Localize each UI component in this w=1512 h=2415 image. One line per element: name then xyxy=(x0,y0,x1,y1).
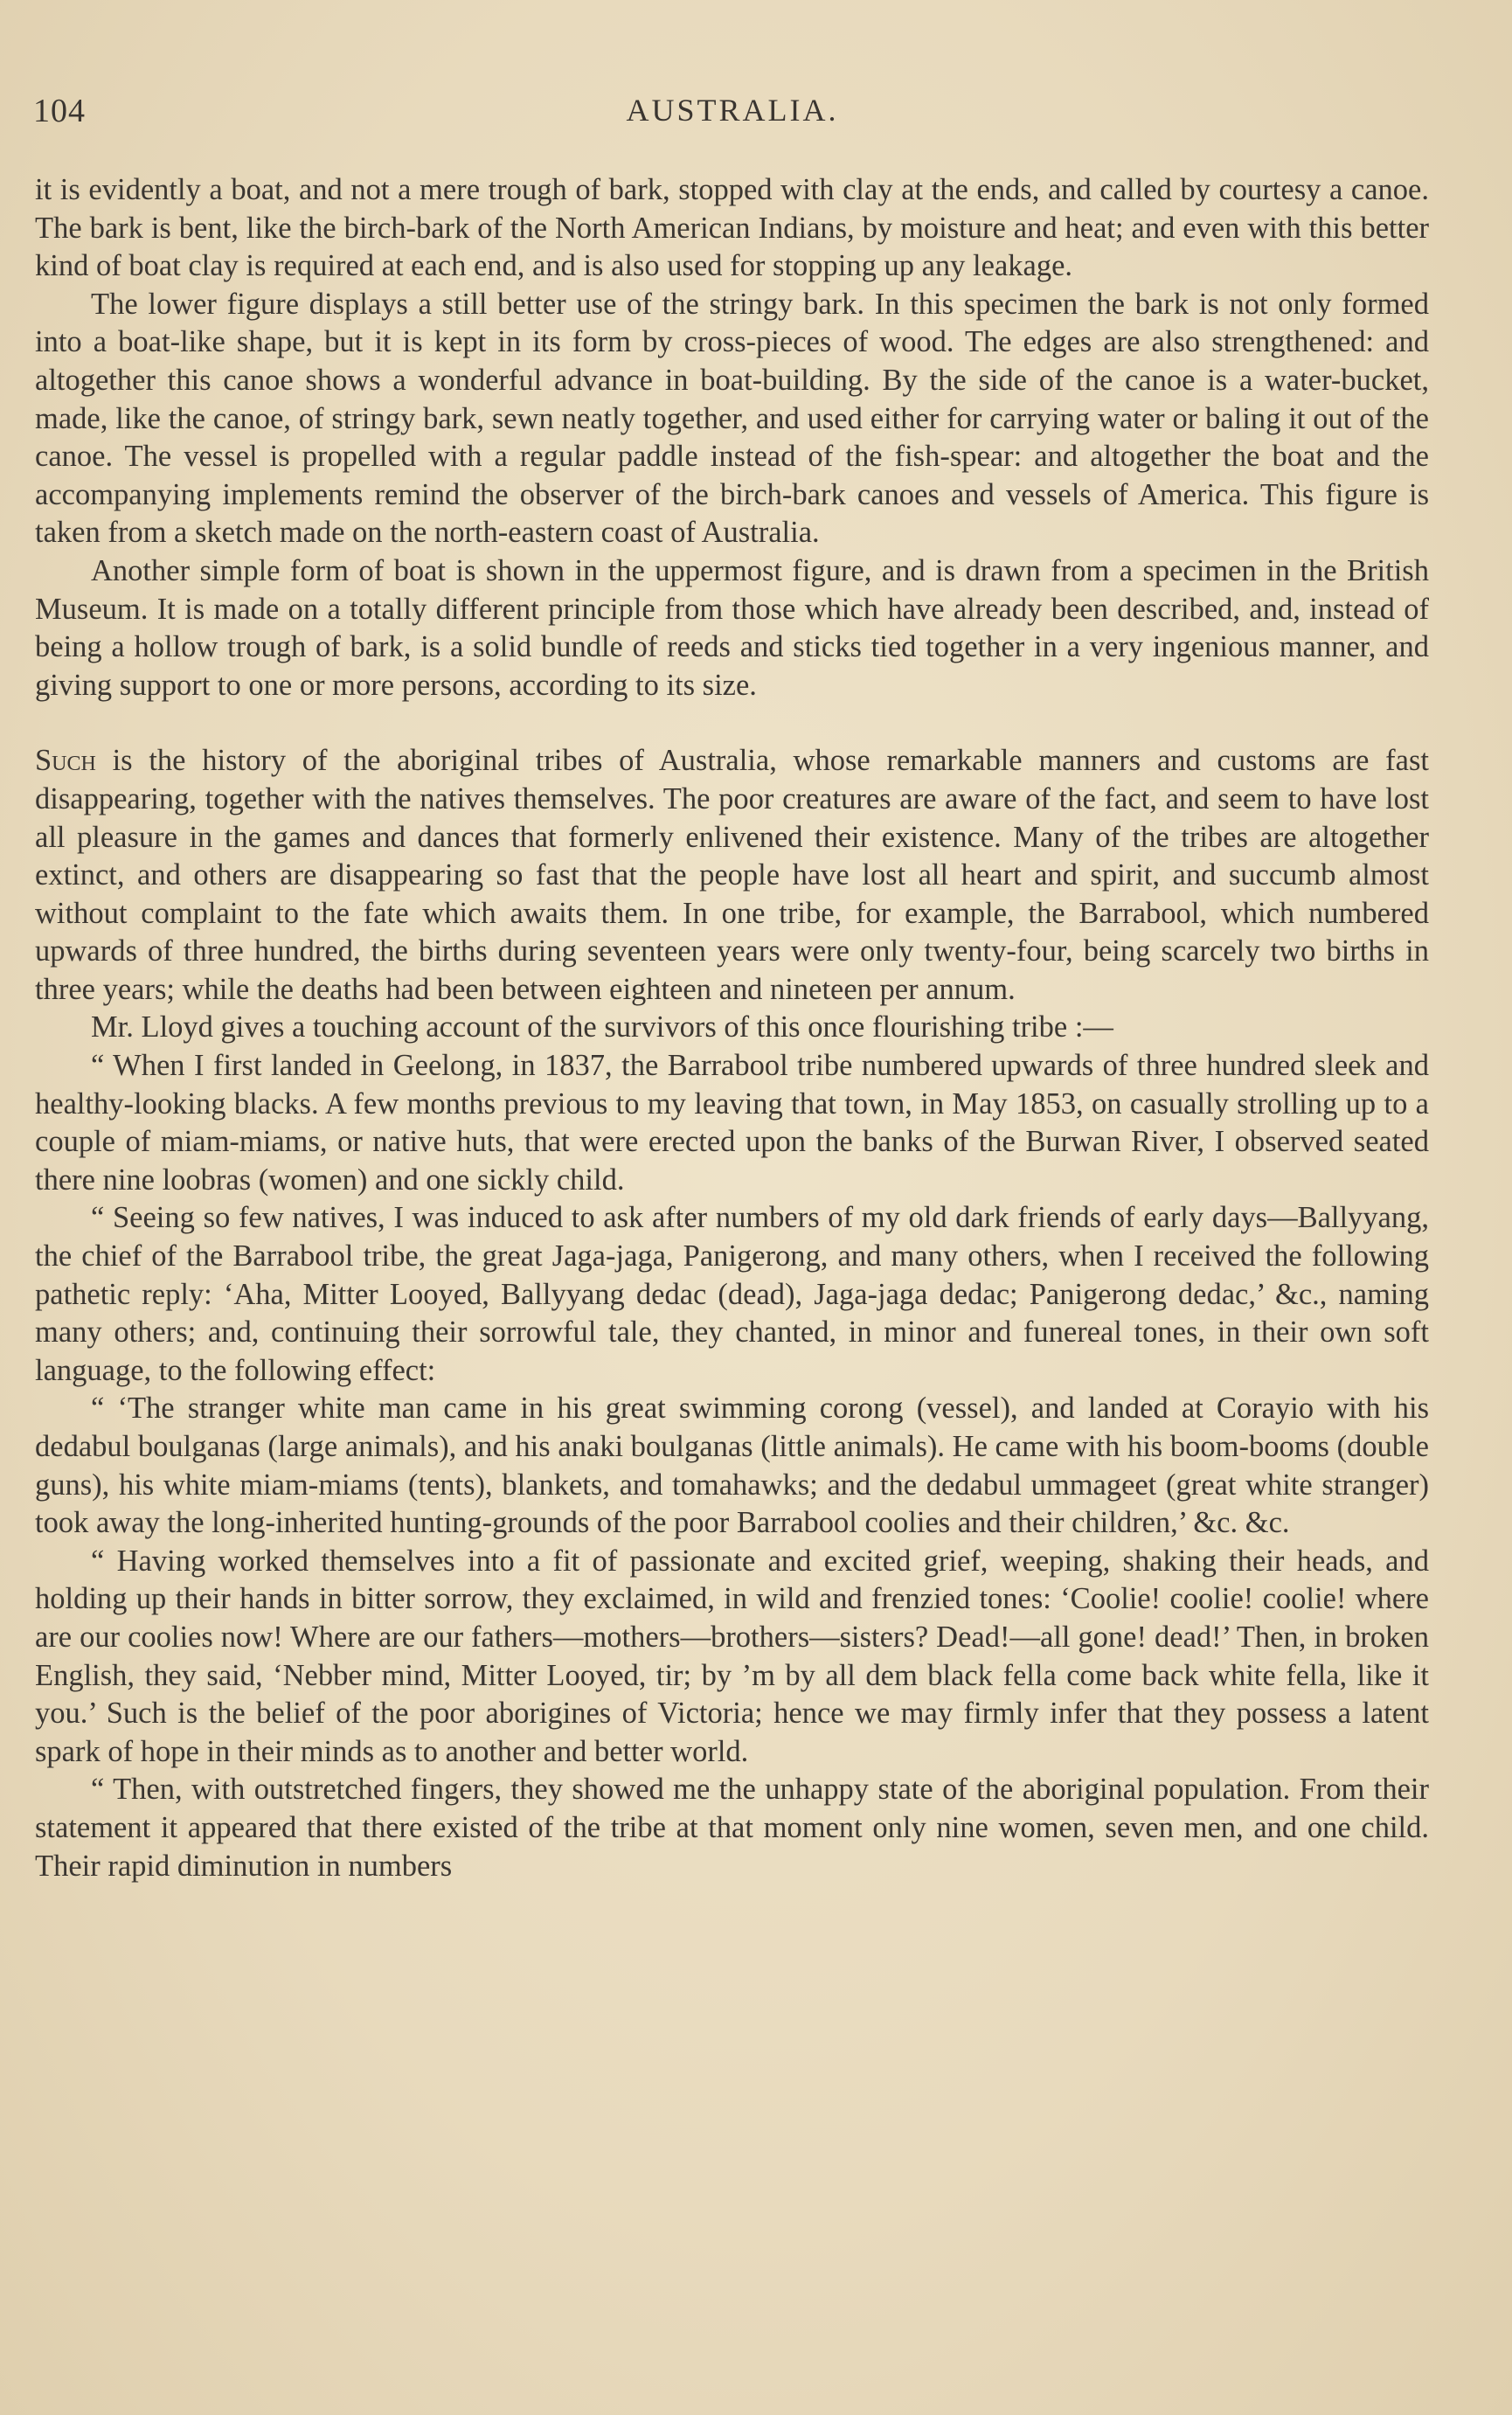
paragraph-quote-stranger: “ ‘The stranger white man came in his great swimming corong (vessel), and landed at Corayio with his dedabul boulganas (large animals), and his anaki boulganas (little animals). He came with his boom-booms (double guns), his white miam-miams (tents), blankets, and tomahawks; and the dedabul ummageet (great white stranger) took away the long-inherited hunting-grounds of the poor Barrabool coolies and their children,’ &c. &c. xyxy=(35,1391,1429,1540)
paragraph-canoe-continued: it is evidently a boat, and not a mere trough of bark, stopped with clay at the ends, and called by courtesy a canoe. The bark is bent, like the birch-bark of the North American Indians, by moisture and heat; and even with this better kind of boat clay is required at each end, and is also used for stopping up any leakage. xyxy=(35,173,1429,283)
running-head: AUSTRALIA. xyxy=(626,93,839,128)
paragraph-mr-lloyd: Mr. Lloyd gives a touching account of the survivors of this once flourishing tribe :— xyxy=(91,1010,1113,1044)
paragraph-uppermost-figure: Another simple form of boat is shown in the uppermost figure, and is drawn from a specimen in the British Museum. It is made on a totally different principle from those which have already been described, and, instead of being a hollow trough of bark, is a solid bundle of reeds and sticks tied together in a very ingenious manner, and giving support to one or more persons, according to its size. xyxy=(35,553,1429,702)
paragraph-quote-fingers: “ Then, with outstretched fingers, they showed me the unhappy state of the aboriginal population. From their statement it appeared that there existed of the tribe at that moment only nine women, seven men, and one child. Their rapid diminution in numbers xyxy=(35,1773,1429,1883)
page-header xyxy=(33,92,1432,135)
paragraph-lower-figure: The lower figure displays a still better use of the stringy bark. In this specimen the bark is not only formed into a boat-like shape, but it is kept in its form by cross-pieces of wood. The edges are also strengthened: and altogether this canoe shows a wonderful advance in boat-building. By the side of the canoe is a water-bucket, made, like the canoe, of stringy bark, sewn neatly together, and used either for carrying water or baling it out of the canoe. The vessel is propelled with a regular paddle instead of the fish-spear: and altogether the boat and the accompanying implements remind the observer of the birch-bark canoes and vessels of America. This figure is taken from a sketch made on the north-eastern coast of Australia. xyxy=(35,287,1429,550)
paragraph-section-start xyxy=(35,742,1429,1009)
section-lead-text: is the history of the aboriginal tribes of Australia, whose remarkable manners and customs are fast disappearing, together with the natives themselves. The poor creatures are aware of the fact, and seem to have lost all pleasure in the games and dances that formerly enlivened their existence. Many of the tribes are altogether extinct, and others are disappearing so fast that the people have lost all heart and spirit, and succumb almost without complaint to the fate which awaits them. In one tribe, for example, the Barrabool, which numbered upwards of three hundred, the births during seventeen years were only twenty-four, being scarcely two births in three years; while the deaths had been between eighteen and nineteen per annum. xyxy=(35,744,1429,1006)
paragraph-quote-seeing: “ Seeing so few natives, I was induced to ask after numbers of my old dark friends of early days—Ballyyang, the chief of the Barrabool tribe, the great Jaga-jaga, Panigerong, and many others, when I received the following pathetic reply: ‘Aha, Mitter Looyed, Ballyyang dedac (dead), Jaga-jaga dedac; Panigerong dedac,’ &c., naming many others; and, continuing their sorrowful tale, they chanted, in minor and funereal tones, in their own soft language, to the following effect: xyxy=(35,1201,1429,1387)
paragraph-quote-geelong: “ When I first landed in Geelong, in 1837, the Barrabool tribe numbered upwards of three hundred sleek and healthy-looking blacks. A few months previous to my leaving that town, in May 1853, on casually strolling up to a couple of miam-miams, or native huts, that were erected upon the banks of the Burwan River, I observed seated there nine loobras (women) and one sickly child. xyxy=(35,1049,1429,1197)
section-lead-word: Such xyxy=(35,744,96,778)
page-number: 104 xyxy=(33,93,86,129)
body-text xyxy=(35,171,1429,1885)
paragraph-quote-grief: “ Having worked themselves into a fit of passionate and excited grief, weeping, shaking their heads, and holding up their hands in bitter sorrow, they exclaimed, in wild and frenzied tones: ‘Coolie! coolie! coolie! where are our coolies now! Where are our fathers—mothers—brothers—sisters? Dead!—all gone! dead!’ Then, in broken English, they said, ‘Nebber mind, Mitter Looyed, tir; by ’m by all dem black fella come back white fella, like it you.’ Such is the belief of the poor aborigines of Victoria; hence we may firmly infer that they possess a latent spark of hope in their minds as to another and better world. xyxy=(35,1544,1429,1768)
